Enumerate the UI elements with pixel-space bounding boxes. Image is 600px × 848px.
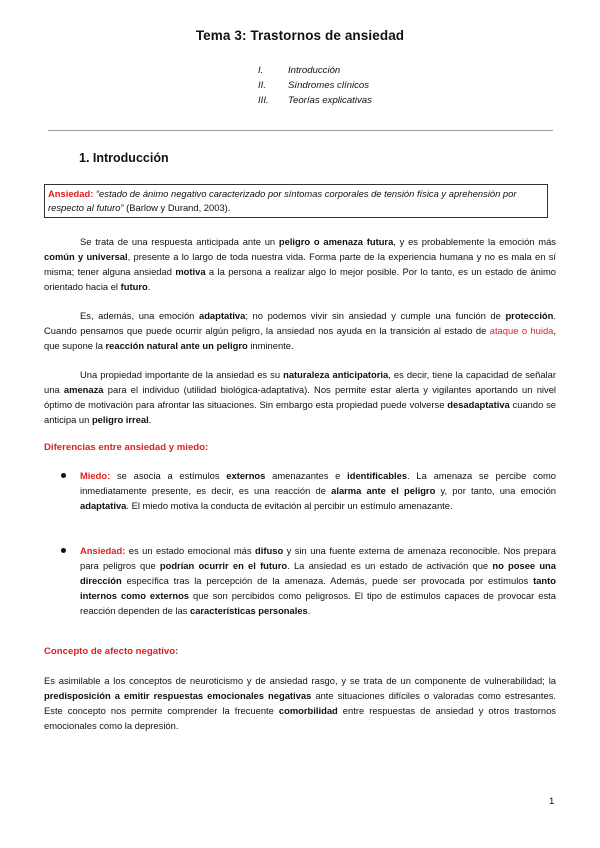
list-item-miedo: Miedo: se asocia a estímulos externos amenazantes e identificables. La amenaza se percibe como inmediatamente presente, es decir, es una reacción de alarma ante el peligro y, por tanto, una emoción adaptativa. El miedo motiva la conducta de evitación al percibir un estímulo amenazante.: [64, 468, 556, 513]
highlighted-phrase: ataque o huida: [489, 325, 554, 336]
subheading-anxiety-vs-fear: Diferencias entre ansiedad y miedo:: [44, 442, 209, 453]
toc-item: [258, 93, 372, 108]
list-item-ansiedad: Ansiedad: es un estado emocional más difuso y sin una fuente externa de amenaza reconocible. Nos prepara para peligros que podrían ocurrir en el futuro. La ansiedad es un estado de activación que no posee una dirección específica tras la percepción de la amenaza. Además, puede ser provocada por estímulos tanto internos como externos que son percibidos como peligrosos. El tipo de estímulos capaces de provocar esta reacción dependen de las características personales.: [64, 543, 556, 618]
paragraph-1: Se trata de una respuesta anticipada ante un peligro o amenaza futura, y es probablemente la emoción más común y universal, presente a lo largo de toda nuestra vida. Forma parte de la experiencia humana y no es mala en sí misma; tener alguna ansiedad motiva a la persona a realizar algo lo mejor posible. Por lo tanto, es un estado de ánimo orientado hacia el futuro.: [44, 236, 556, 292]
paragraph-3: Una propiedad importante de la ansiedad es su naturaleza anticipatoria, es decir, tiene la capacidad de señalar una amenaza para el individuo (utilidad biológica-adaptativa). Nos permite estar alerta y vigilantes aportando un nivel óptimo de motivación para afrontar las situaciones. Sin embargo esta propiedad puede volverse desadaptativa cuando se anticipa un peligro irreal.: [44, 369, 556, 425]
horizontal-divider: [48, 130, 553, 131]
toc-item: [258, 63, 372, 78]
toc-item-label: Teorías explicativas: [288, 95, 372, 106]
toc-item-number: III.: [258, 95, 269, 106]
toc-item-number: I.: [258, 65, 264, 76]
bullet-icon: [61, 473, 66, 478]
paragraph-4: Es asimilable a los conceptos de neuroticismo y de ansiedad rasgo, y se trata de un componente de vulnerabilidad; la predisposición a emitir respuestas emocionales negativas ante situaciones difíciles o valoradas como estresantes. Este concepto nos permite comprender la frecuente comorbilidad entre respuestas de ansiedad y otros trastornos emocionales como la depresión.: [44, 675, 557, 731]
definition-citation: (Barlow y Durand, 2003).: [123, 202, 231, 213]
bullet-icon: [61, 548, 66, 553]
page-number: 1: [549, 796, 555, 807]
section-heading: 1. Introducción: [79, 151, 169, 165]
toc-item: [258, 78, 372, 93]
definition-quote: “estado de ánimo negativo caracterizado por síntomas corporales de tensión física y aprehensión por respecto al futuro”: [48, 188, 517, 213]
toc-item-number: II.: [258, 80, 266, 91]
paragraph-2: Es, además, una emoción adaptativa; no podemos vivir sin ansiedad y cumple una función de protección. Cuando pensamos que puede ocurrir algún peligro, la ansiedad nos ayuda en la transición al estado de ataque o huida, que supone la reacción natural ante un peligro inminente.: [44, 310, 556, 351]
definition-term: Ansiedad:: [48, 188, 94, 199]
table-of-contents: [258, 63, 372, 108]
toc-item-label: Introducción: [288, 65, 341, 76]
toc-item-label: Síndromes clínicos: [288, 80, 370, 91]
subheading-negative-affect: Concepto de afecto negativo:: [44, 646, 179, 657]
definition-box: [44, 184, 548, 218]
document-title: Tema 3: Trastornos de ansiedad: [195, 28, 405, 43]
